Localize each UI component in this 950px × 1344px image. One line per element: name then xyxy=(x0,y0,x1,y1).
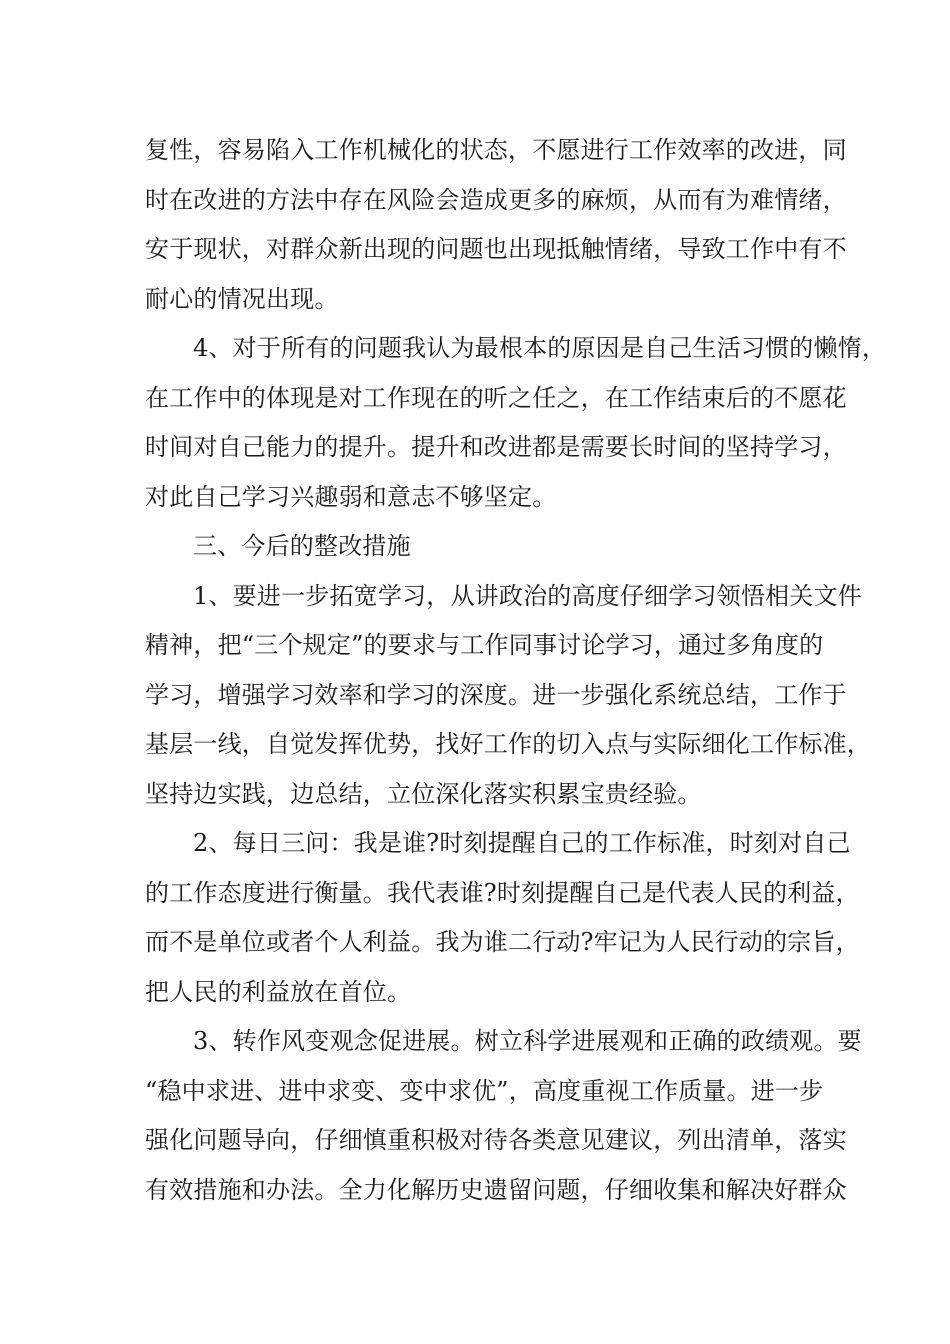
text-line: 强化问题导向，仔细慎重积极对待各类意见建议，列出清单，落实 xyxy=(145,1126,847,1154)
text-line: 三、今后的整改措施 xyxy=(193,532,411,560)
text-line: 坚持边实践，边总结，立位深化落实积累宝贵经验。 xyxy=(145,779,702,808)
text-line: 在工作中的体现是对工作现在的听之任之，在工作结束后的不愿花 xyxy=(145,383,847,412)
text-line: 有效措施和办法。全力化解历史遗留问题，仔细收集和解决好群众 xyxy=(145,1175,847,1204)
text-line: 3、转作风变观念促进展。树立科学进展观和正确的政绩观。要 xyxy=(193,1027,862,1055)
text-line: 耐心的情况出现。 xyxy=(145,284,339,313)
text-line: 2、每日三问：我是谁?时刻提醒自己的工作标准，时刻对自己 xyxy=(193,829,851,857)
text-line: 安于现状，对群众新出现的问题也出现抵触情绪，导致工作中有不 xyxy=(145,235,847,263)
text-line: 复性，容易陷入工作机械化的状态，不愿进行工作效率的改进，同 xyxy=(145,136,847,164)
text-line: 时在改进的方法中存在风险会造成更多的麻烦，从而有为难情绪， xyxy=(145,185,847,214)
text-line: 精神，把“三个规定”的要求与工作同事讨论学习，通过多角度的 xyxy=(145,631,824,659)
text-line: 1、要进一步拓宽学习，从讲政治的高度仔细学习领悟相关文件 xyxy=(193,581,862,610)
text-line: 时间对自己能力的提升。提升和改进都是需要长时间的坚持学习， xyxy=(145,433,847,461)
document-body xyxy=(145,126,887,1215)
text-line: 的工作态度进行衡量。我代表谁?时刻提醒自己是代表人民的利益， xyxy=(145,878,860,907)
text-line: 而不是单位或者个人利益。我为谁二行动?牢记为人民行动的宗旨， xyxy=(145,928,860,956)
text-line: “稳中求进、进中求变、变中求优”，高度重视工作质量。进一步 xyxy=(145,1076,824,1105)
text-line: 对此自己学习兴趣弱和意志不够坚定。 xyxy=(145,482,557,511)
text-line: 4、对于所有的问题我认为最根本的原因是自己生活习惯的懒惰， xyxy=(193,334,887,362)
text-line: 基层一线，自觉发挥优势，找好工作的切入点与实际细化工作标准， xyxy=(145,730,871,758)
text-line: 学习，增强学习效率和学习的深度。进一步强化系统总结，工作于 xyxy=(145,680,847,709)
text-line: 把人民的利益放在首位。 xyxy=(145,977,412,1006)
